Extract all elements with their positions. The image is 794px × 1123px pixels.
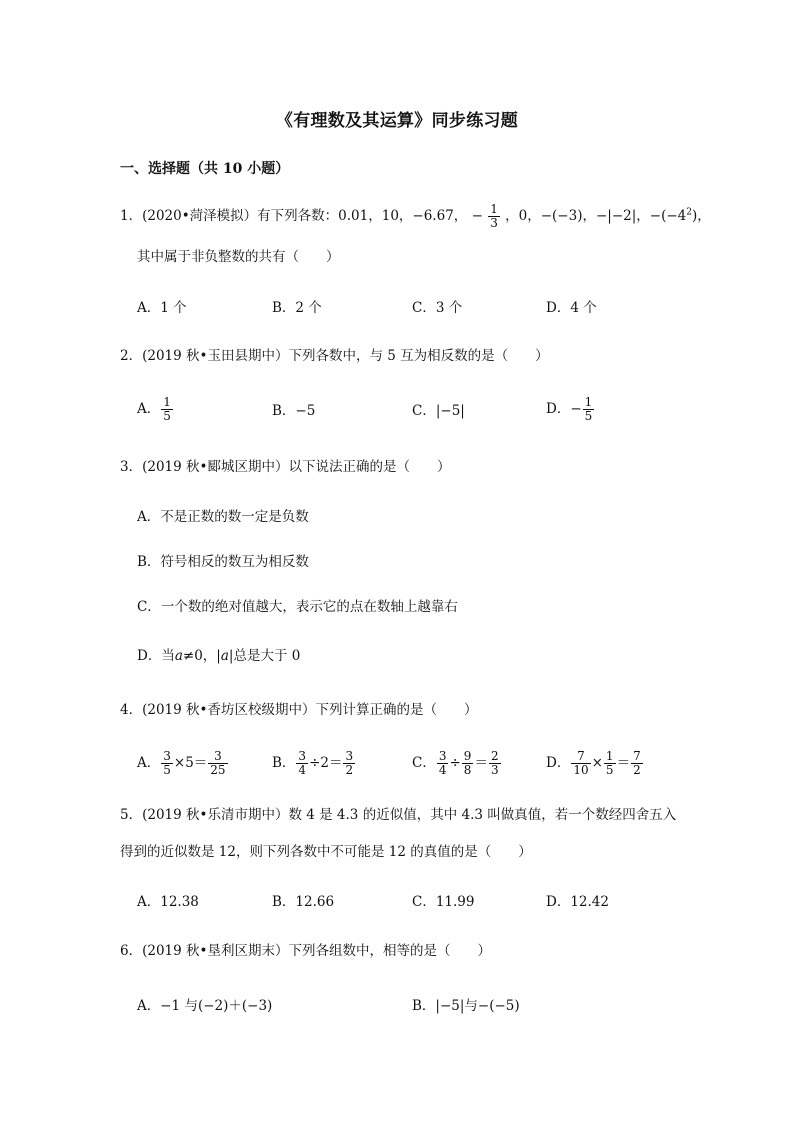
question-1-line2: 其中属于非负整数的共有（ ） [137, 249, 340, 265]
q2-a-fraction [161, 396, 173, 423]
q4-c-d2: 8 [463, 763, 472, 777]
q2-d-num: 1 [584, 395, 593, 409]
q4-option-b [272, 750, 356, 777]
q4-b-label: B． [272, 755, 296, 771]
q2-a-label: A． [137, 401, 161, 417]
question-6-stem: 6．(2019 秋•垦利区期末）下列各组数中，相等的是（ ） [120, 943, 491, 959]
q4-option-d [546, 750, 644, 777]
q4-c-n3: 2 [490, 749, 499, 763]
q1-frac-den: 3 [490, 216, 498, 230]
q4-d-frac1 [571, 750, 590, 777]
q4-d-d1: 10 [573, 763, 589, 777]
q1-text-b: ，0，−(−3)，−|−2|，−(−4 [505, 208, 687, 224]
q4-a-label: A． [137, 755, 161, 771]
q4-a-d1: 5 [163, 763, 171, 777]
q4-c-n2: 9 [463, 749, 472, 763]
q3-option-c: C．一个数的绝对值越大，表示它的点在数轴上越靠右 [137, 599, 458, 615]
q4-b-d1: 4 [298, 763, 307, 777]
q1-option-a: A．1 个 [137, 300, 187, 316]
question-4-stem: 4．(2019 秋•香坊区校级期中）下列计算正确的是（ ） [120, 702, 478, 718]
q4-d-label: D． [546, 755, 571, 771]
q2-option-b: B．−5 [272, 403, 316, 419]
q4-b-d2: 2 [345, 763, 354, 777]
q2-a-num: 1 [163, 395, 171, 409]
q1-option-c: C．3 个 [412, 300, 463, 316]
q4-c-n1: 3 [438, 749, 447, 763]
question-3-stem: 3．(2019 秋•郾城区期中）以下说法正确的是（ ） [120, 459, 451, 475]
q1-frac-num: 1 [490, 202, 498, 216]
q4-option-c [412, 750, 502, 777]
q5-option-d: D．12.42 [546, 894, 609, 910]
q4-b-mid: ÷2＝ [309, 755, 343, 771]
q6-option-a: A．−1 与(−2)＋(−3) [137, 998, 273, 1014]
q1-option-b: B．2 个 [272, 300, 322, 316]
q1-fraction [488, 203, 500, 230]
q4-b-frac1 [296, 750, 308, 777]
section-heading: 一、选择题（共 10 小题） [120, 161, 290, 177]
q4-d-op: × [591, 755, 603, 771]
q4-c-frac2 [462, 750, 474, 777]
q1-exponent: 2 [686, 207, 692, 218]
q4-d-n1: 7 [571, 750, 590, 764]
q2-option-a [137, 396, 174, 423]
q3-d-text-a: D．当 [137, 648, 175, 664]
q4-d-frac2 [604, 750, 616, 777]
q2-a-den: 5 [163, 409, 171, 423]
q5-option-a: A．12.38 [137, 894, 199, 910]
page-title: 《有理数及其运算》同步练习题 [275, 111, 519, 131]
q4-b-n1: 3 [298, 749, 307, 763]
q4-d-eq: ＝ [616, 755, 631, 771]
q2-d-fraction [583, 396, 595, 423]
q4-c-op: ÷ [449, 755, 461, 771]
q2-d-label: D．− [546, 401, 582, 417]
q3-option-a: A．不是正数的数一定是负数 [137, 509, 309, 525]
q5-option-c: C．11.99 [412, 894, 475, 910]
question-5-stem: 5．(2019 秋•乐清市期中）数 4 是 4.3 的近似值，其中 4.3 叫做真值，若一个数经四舍五入 [120, 807, 677, 823]
q3-d-var: a [174, 648, 183, 664]
q4-a-n2: 3 [208, 750, 227, 764]
q3-d-var2: a [220, 648, 229, 664]
q4-d-n2: 1 [605, 749, 614, 763]
q3-d-text-c: |总是大于 0 [228, 648, 301, 664]
q4-a-d2: 25 [210, 763, 226, 777]
q4-c-d3: 3 [490, 763, 499, 777]
q4-a-n1: 3 [163, 749, 171, 763]
q4-c-d1: 4 [438, 763, 447, 777]
q4-d-d3: 2 [633, 763, 641, 777]
q4-c-label: C． [412, 755, 436, 771]
q1-text-a: 1．(2020•菏泽模拟）有下列各数：0.01，10，−6.67， [120, 208, 468, 224]
q4-d-d2: 5 [605, 763, 614, 777]
q3-d-text-b: ≠0，| [182, 648, 221, 664]
q2-option-c: C．|−5| [412, 403, 465, 419]
q4-b-n2: 3 [345, 749, 354, 763]
q4-c-frac1 [437, 750, 449, 777]
q2-d-den: 5 [584, 409, 593, 423]
q1-frac-sign: − [471, 208, 483, 224]
q6-option-b: B．|−5|与−(−5) [412, 998, 520, 1014]
q4-a-frac1 [161, 750, 173, 777]
q5-option-b: B．12.66 [272, 894, 335, 910]
question-2-stem: 2．(2019 秋•玉田县期中）下列各数中，与 5 互为相反数的是（ ） [120, 348, 549, 364]
question-5-line2: 得到的近似数是 12，则下列各数中不可能是 12 的真值的是（ ） [120, 844, 532, 860]
question-1-stem [120, 203, 711, 230]
q1-option-d: D．4 个 [546, 300, 597, 316]
q4-a-mid: ×5＝ [173, 755, 208, 771]
q4-option-a [137, 750, 229, 777]
q4-b-frac2 [343, 750, 355, 777]
q4-c-frac3 [489, 750, 501, 777]
q4-d-n3: 7 [633, 749, 641, 763]
q3-option-d [137, 647, 300, 665]
q4-a-frac2 [208, 750, 227, 777]
q1-text-c: )， [692, 208, 711, 224]
q3-option-b: B．符号相反的数互为相反数 [137, 554, 309, 570]
q4-c-eq: ＝ [474, 755, 488, 771]
q4-d-frac3 [631, 750, 643, 777]
q2-option-d [546, 396, 595, 423]
